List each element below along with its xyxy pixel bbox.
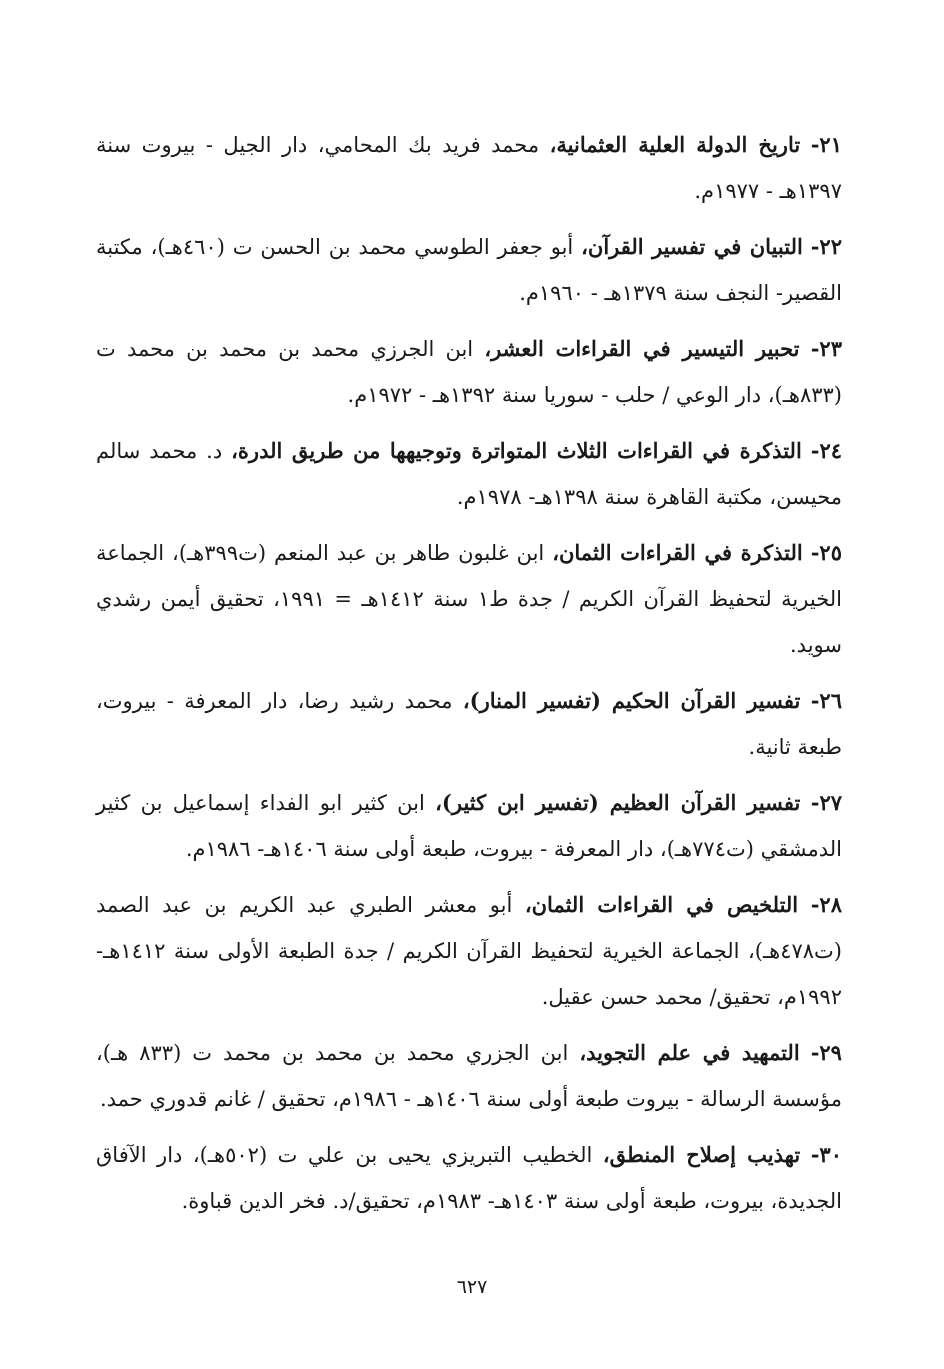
entry-title: التمهيد في علم التجويد، bbox=[579, 1040, 800, 1065]
bibliography-entry bbox=[96, 326, 842, 418]
entry-title: التذكرة في القراءات الثمان، bbox=[552, 540, 803, 565]
entry-number: ٢٩- bbox=[810, 1040, 842, 1065]
entry-number: ٢٣- bbox=[810, 336, 842, 361]
entry-number: ٢٥- bbox=[810, 540, 842, 565]
entry-number: ٢٨- bbox=[810, 892, 842, 917]
entry-details: أبو جعفر الطوسي محمد بن الحسن ت (٤٦٠هـ)، مكتبة القصير- النجف سنة ١٣٧٩هـ - ١٩٦٠م. bbox=[96, 235, 842, 305]
entry-title: التلخيص في القراءات الثمان، bbox=[524, 892, 799, 917]
entry-number: ٢٦- bbox=[810, 688, 842, 713]
bibliography-entry bbox=[96, 1132, 842, 1224]
entry-number: ٢١- bbox=[810, 132, 842, 157]
bibliography-entry bbox=[96, 122, 842, 214]
bibliography-entry bbox=[96, 224, 842, 316]
entry-details: ابن الجرزي محمد بن محمد بن محمد ت (٨٣٣هـ)، دار الوعي / حلب - سوريا سنة ١٣٩٢هـ - ١٩٧٢م. bbox=[96, 337, 842, 407]
bibliography-entry bbox=[96, 428, 842, 520]
entry-number: ٢٢- bbox=[810, 234, 842, 259]
entry-details: محمد فريد بك المحامي، دار الجيل - بيروت سنة ١٣٩٧هـ - ١٩٧٧م. bbox=[96, 133, 842, 203]
entry-number: ٢٧- bbox=[810, 790, 842, 815]
bibliography-entry bbox=[96, 780, 842, 872]
page-number: ٦٢٧ bbox=[456, 1276, 488, 1298]
entry-details: د. محمد سالم محيسن، مكتبة القاهرة سنة ١٣٩٨هـ- ١٩٧٨م. bbox=[96, 439, 842, 509]
entry-details: أبو معشر الطبري عبد الكريم بن عبد الصمد (ت٤٧٨هـ)، الجماعة الخيرية لتحفيظ القرآن الكريم / جدة الطبعة الأولى سنة ١٤١٢هـ- ١٩٩٢م، تحقيق/ محمد حسن عقيل. bbox=[96, 893, 842, 1009]
entry-title: تفسير القرآن الحكيم (تفسير المنار)، bbox=[462, 688, 801, 713]
entry-title: تهذيب إصلاح المنطق، bbox=[602, 1142, 801, 1167]
entry-number: ٣٠- bbox=[810, 1142, 842, 1167]
bibliography-list bbox=[96, 122, 842, 1234]
entry-details: ابن غلبون طاهر بن عبد المنعم (ت٣٩٩هـ)، الجماعة الخيرية لتحفيظ القرآن الكريم / جدة ط١ سنة ١٤١٢هـ = ١٩٩١، تحقيق أيمن رشدي سويد. bbox=[96, 541, 842, 657]
entry-title: تحبير التيسير في القراءات العشر، bbox=[484, 336, 800, 361]
bibliography-entry bbox=[96, 530, 842, 668]
entry-details: محمد رشيد رضا، دار المعرفة - بيروت، طبعة ثانية. bbox=[96, 689, 842, 759]
entry-details: ابن كثير ابو الفداء إسماعيل بن كثير الدمشقي (ت٧٧٤هـ)، دار المعرفة - بيروت، طبعة أولى سنة ١٤٠٦هـ- ١٩٨٦م. bbox=[96, 791, 842, 861]
entry-title: تفسير القرآن العظيم (تفسير ابن كثير)، bbox=[435, 790, 801, 815]
entry-title: التبيان في تفسير القرآن، bbox=[581, 234, 803, 259]
bibliography-entry bbox=[96, 678, 842, 770]
entry-number: ٢٤- bbox=[810, 438, 842, 463]
entry-title: التذكرة في القراءات الثلاث المتواترة وتوجيهها من طريق الدرة، bbox=[231, 438, 802, 463]
bibliography-entry bbox=[96, 1030, 842, 1122]
entry-details: الخطيب التبريزي يحيى بن علي ت (٥٠٢هـ)، دار الآفاق الجديدة، بيروت، طبعة أولى سنة ١٤٠٣هـ- ١٩٨٣م، تحقيق/د. فخر الدين قباوة. bbox=[96, 1143, 842, 1213]
bibliography-entry bbox=[96, 882, 842, 1020]
entry-title: تاريخ الدولة العلية العثمانية، bbox=[549, 132, 801, 157]
entry-details: ابن الجزري محمد بن محمد بن محمد ت (٨٣٣ هـ)، مؤسسة الرسالة - بيروت طبعة أولى سنة ١٤٠٦هـ - ١٩٨٦م، تحقيق / غانم قدوري حمد. bbox=[96, 1041, 842, 1111]
